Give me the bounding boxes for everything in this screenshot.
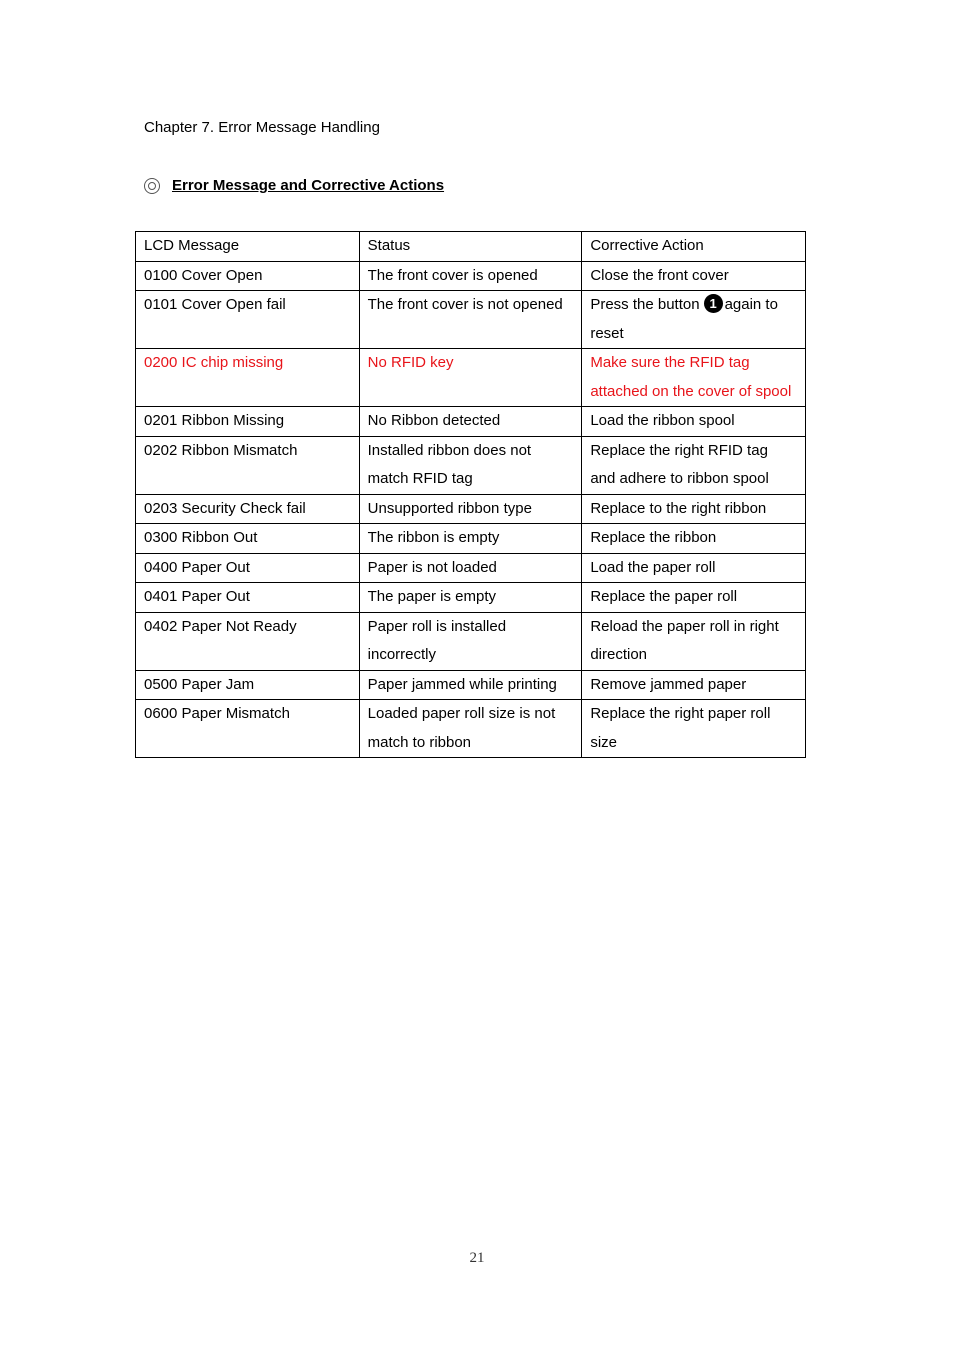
table-header-row: [136, 232, 806, 262]
corrective-action-cell: Replace to the right ribbon: [582, 494, 806, 524]
status-cell: No RFID key: [359, 349, 582, 407]
lcd-message-cell: 0401 Paper Out: [136, 583, 360, 613]
corrective-action-cell: Remove jammed paper: [582, 670, 806, 700]
chapter-heading: Chapter 7. Error Message Handling: [144, 119, 380, 136]
status-cell: Paper is not loaded: [359, 553, 582, 583]
status-cell: No Ribbon detected: [359, 407, 582, 437]
section-heading: [144, 177, 444, 194]
lcd-message-cell: 0400 Paper Out: [136, 553, 360, 583]
lcd-message-cell: 0500 Paper Jam: [136, 670, 360, 700]
corrective-action-cell: Reload the paper roll in right direction: [582, 612, 806, 670]
status-cell: Installed ribbon does not match RFID tag: [359, 436, 582, 494]
header-corrective-action: Corrective Action: [582, 232, 806, 262]
corrective-action-cell: Make sure the RFID tag attached on the cover of spool: [582, 349, 806, 407]
table-row: [136, 291, 806, 349]
status-cell: Loaded paper roll size is not match to ribbon: [359, 700, 582, 758]
status-cell: Paper jammed while printing: [359, 670, 582, 700]
status-cell: Unsupported ribbon type: [359, 494, 582, 524]
table-row: [136, 261, 806, 291]
header-status: Status: [359, 232, 582, 262]
status-cell: The front cover is not opened: [359, 291, 582, 349]
table-row: [136, 436, 806, 494]
status-cell: The front cover is opened: [359, 261, 582, 291]
table-row: [136, 524, 806, 554]
corrective-action-cell: Load the ribbon spool: [582, 407, 806, 437]
lcd-message-cell: 0300 Ribbon Out: [136, 524, 360, 554]
corrective-action-cell: Replace the ribbon: [582, 524, 806, 554]
table-row-highlighted: [136, 349, 806, 407]
table-row: [136, 494, 806, 524]
corrective-action-cell: Close the front cover: [582, 261, 806, 291]
corrective-action-cell: Replace the right RFID tag and adhere to ribbon spool: [582, 436, 806, 494]
error-message-table: [135, 231, 806, 758]
status-cell: Paper roll is installed incorrectly: [359, 612, 582, 670]
table-row: [136, 700, 806, 758]
lcd-message-cell: 0202 Ribbon Mismatch: [136, 436, 360, 494]
table-row: [136, 553, 806, 583]
corrective-action-cell: Replace the right paper roll size: [582, 700, 806, 758]
page-number: 21: [469, 1250, 485, 1266]
table-row: [136, 670, 806, 700]
lcd-message-cell: 0203 Security Check fail: [136, 494, 360, 524]
table-row: [136, 407, 806, 437]
lcd-message-cell: 0402 Paper Not Ready: [136, 612, 360, 670]
lcd-message-cell: 0200 IC chip missing: [136, 349, 360, 407]
section-title: Error Message and Corrective Actions: [172, 177, 445, 194]
action-text-part1: Press the button: [590, 296, 700, 313]
lcd-message-cell: 0101 Cover Open fail: [136, 291, 360, 349]
lcd-message-cell: 0201 Ribbon Missing: [136, 407, 360, 437]
status-cell: The ribbon is empty: [359, 524, 582, 554]
corrective-action-cell: [582, 291, 806, 349]
double-circle-icon: [144, 178, 160, 194]
table-row: [136, 583, 806, 613]
corrective-action-cell: Replace the paper roll: [582, 583, 806, 613]
number-one-icon: 1: [704, 294, 723, 313]
action-text-part2: again to reset: [590, 296, 778, 342]
status-cell: The paper is empty: [359, 583, 582, 613]
corrective-action-cell: Load the paper roll: [582, 553, 806, 583]
lcd-message-cell: 0600 Paper Mismatch: [136, 700, 360, 758]
lcd-message-cell: 0100 Cover Open: [136, 261, 360, 291]
table-row: [136, 612, 806, 670]
header-lcd-message: LCD Message: [136, 232, 360, 262]
